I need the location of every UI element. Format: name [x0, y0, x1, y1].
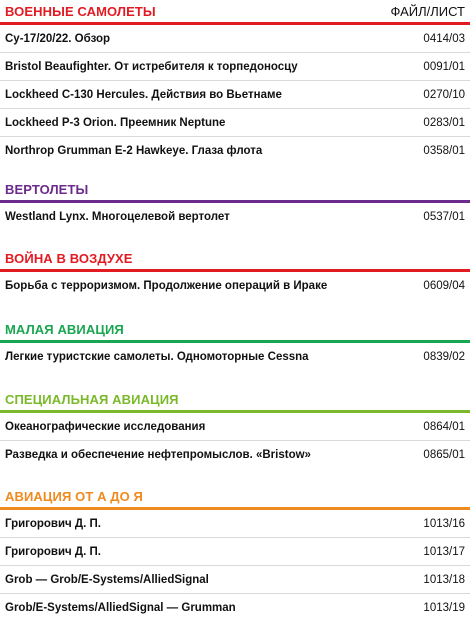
item-code: 0414/03 [423, 33, 465, 45]
list-item[interactable] [0, 25, 470, 53]
item-code: 1013/17 [423, 546, 465, 558]
item-code: 0091/01 [423, 61, 465, 73]
item-title: Lockheed P-3 Orion. Преемник Neptune [5, 117, 226, 129]
item-code: 0358/01 [423, 145, 465, 157]
item-code: 0839/02 [423, 351, 465, 363]
section-header [0, 178, 470, 203]
section-header [0, 485, 470, 510]
list-item[interactable] [0, 441, 470, 468]
item-code: 0865/01 [423, 449, 465, 461]
item-title: Grob — Grob/E-Systems/AlliedSignal [5, 574, 209, 586]
list-item[interactable] [0, 272, 470, 299]
item-title: Northrop Grumman E-2 Hawkeye. Глаза флота [5, 145, 263, 157]
item-title: Борьба с терроризмом. Продолжение операций в Ираке [5, 280, 328, 292]
section-title: ВОЕННЫЕ САМОЛЕТЫ [5, 4, 156, 19]
section-military-aircraft [0, 0, 470, 164]
item-code: 0270/10 [423, 89, 465, 101]
item-title: Bristol Beaufighter. От истребителя к торпедоносцу [5, 61, 298, 73]
list-item[interactable] [0, 510, 470, 538]
item-title: Lockheed C-130 Hercules. Действия во Вьетнаме [5, 89, 282, 101]
item-title: Океанографические исследования [5, 421, 206, 433]
item-code: 0864/01 [423, 421, 465, 433]
list-item[interactable] [0, 203, 470, 230]
section-header [0, 388, 470, 413]
item-code: 1013/18 [423, 574, 465, 586]
item-code: 0283/01 [423, 117, 465, 129]
section-light-aviation [0, 318, 470, 370]
item-title: Westland Lynx. Многоцелевой вертолет [5, 211, 230, 223]
section-aviation-a-to-z [0, 485, 470, 621]
section-title: СПЕЦИАЛЬНАЯ АВИАЦИЯ [5, 392, 179, 407]
list-item[interactable] [0, 538, 470, 566]
section-title: ВЕРТОЛЕТЫ [5, 182, 89, 197]
section-header [0, 318, 470, 343]
list-item[interactable] [0, 566, 470, 594]
section-header [0, 0, 470, 25]
section-title: ВОЙНА В ВОЗДУХЕ [5, 251, 133, 266]
item-title: Легкие туристские самолеты. Одномоторные Cessna [5, 351, 309, 363]
item-title: Григорович Д. П. [5, 518, 101, 530]
section-header [0, 247, 470, 272]
section-title: АВИАЦИЯ ОТ А ДО Я [5, 489, 143, 504]
section-special-aviation [0, 388, 470, 468]
item-title: Григорович Д. П. [5, 546, 101, 558]
item-title: Су-17/20/22. Обзор [5, 33, 111, 45]
list-item[interactable] [0, 413, 470, 441]
section-helicopters [0, 178, 470, 230]
section-title: МАЛАЯ АВИАЦИЯ [5, 322, 124, 337]
list-item[interactable] [0, 343, 470, 370]
item-title: Grob/E-Systems/AlliedSignal — Grumman [5, 602, 236, 614]
item-title: Разведка и обеспечение нефтепромыслов. «Bristow» [5, 449, 311, 461]
list-item[interactable] [0, 53, 470, 81]
list-item[interactable] [0, 81, 470, 109]
item-code: 0609/04 [423, 280, 465, 292]
list-item[interactable] [0, 137, 470, 164]
item-code: 1013/19 [423, 602, 465, 614]
column-label: ФАЙЛ/ЛИСТ [390, 4, 465, 19]
section-air-war [0, 247, 470, 299]
list-item[interactable] [0, 109, 470, 137]
item-code: 1013/16 [423, 518, 465, 530]
item-code: 0537/01 [423, 211, 465, 223]
